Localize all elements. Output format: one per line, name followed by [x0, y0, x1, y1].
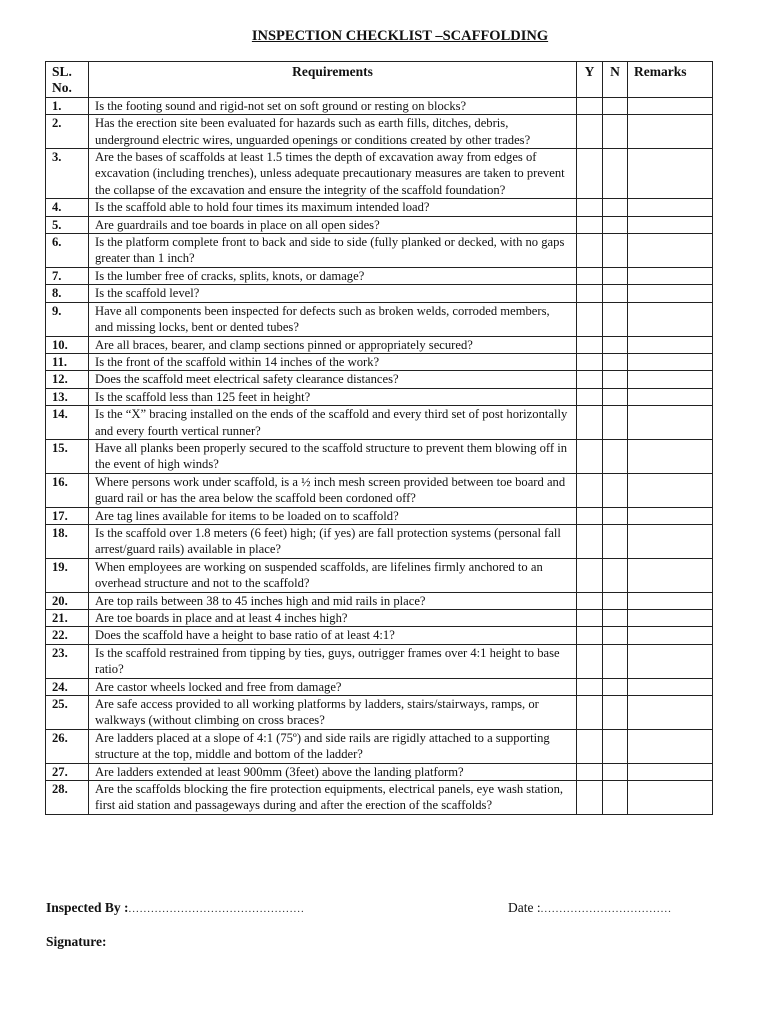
row-requirement: Are guardrails and toe boards in place on all open sides?	[89, 216, 577, 233]
row-y-cell[interactable]	[577, 627, 603, 644]
row-n-cell[interactable]	[603, 644, 628, 678]
table-row	[46, 644, 713, 678]
row-remarks-cell[interactable]	[628, 149, 713, 199]
table-row	[46, 610, 713, 627]
row-n-cell[interactable]	[603, 781, 628, 815]
row-remarks-cell[interactable]	[628, 371, 713, 388]
row-requirement: Is the scaffold less than 125 feet in height?	[89, 388, 577, 405]
row-y-cell[interactable]	[577, 507, 603, 524]
table-row	[46, 781, 713, 815]
row-y-cell[interactable]	[577, 371, 603, 388]
row-requirement: Have all planks been properly secured to the scaffold structure to prevent them blowing off in the event of high winds?	[89, 439, 577, 473]
row-requirement: Is the scaffold over 1.8 meters (6 feet) high; (if yes) are fall protection systems (personal fall arrest/guard rails) available in place?	[89, 524, 577, 558]
row-requirement: Is the front of the scaffold within 14 inches of the work?	[89, 353, 577, 370]
row-number: 18.	[46, 524, 89, 558]
row-n-cell[interactable]	[603, 97, 628, 114]
row-remarks-cell[interactable]	[628, 729, 713, 763]
page-title: INSPECTION CHECKLIST –SCAFFOLDING	[251, 28, 549, 44]
row-requirement: When employees are working on suspended scaffolds, are lifelines firmly anchored to an overhead structure and not to the scaffold?	[89, 558, 577, 592]
row-y-cell[interactable]	[577, 524, 603, 558]
signature-label: Signature:	[46, 934, 107, 949]
row-remarks-cell[interactable]	[628, 507, 713, 524]
row-n-cell[interactable]	[603, 388, 628, 405]
row-remarks-cell[interactable]	[628, 627, 713, 644]
table-row	[46, 763, 713, 780]
table-row	[46, 302, 713, 336]
row-y-cell[interactable]	[577, 353, 603, 370]
table-row	[46, 696, 713, 730]
table-header-row	[46, 62, 713, 98]
row-number: 12.	[46, 371, 89, 388]
row-number: 14.	[46, 406, 89, 440]
row-remarks-cell[interactable]	[628, 781, 713, 815]
row-requirement: Are safe access provided to all working platforms by ladders, stairs/stairways, ramps, or walkways (without climbing on cross braces?	[89, 696, 577, 730]
row-n-cell[interactable]	[603, 216, 628, 233]
row-remarks-cell[interactable]	[628, 610, 713, 627]
row-requirement: Does the scaffold meet electrical safety clearance distances?	[89, 371, 577, 388]
row-number: 2.	[46, 115, 89, 149]
row-remarks-cell[interactable]	[628, 97, 713, 114]
row-remarks-cell[interactable]	[628, 353, 713, 370]
row-remarks-cell[interactable]	[628, 592, 713, 609]
signature-line	[46, 934, 107, 950]
row-remarks-cell[interactable]	[628, 285, 713, 302]
table-row	[46, 216, 713, 233]
row-number: 26.	[46, 729, 89, 763]
table-row	[46, 439, 713, 473]
row-number: 11.	[46, 353, 89, 370]
table-row	[46, 473, 713, 507]
row-requirement: Is the “X” bracing installed on the ends of the scaffold and every third set of post horizontally and every fourth vertical runner?	[89, 406, 577, 440]
table-row	[46, 353, 713, 370]
row-remarks-cell[interactable]	[628, 216, 713, 233]
header-y: Y	[577, 62, 603, 98]
row-y-cell[interactable]	[577, 729, 603, 763]
date-label: Date :	[508, 900, 541, 915]
row-n-cell[interactable]	[603, 473, 628, 507]
table-row	[46, 406, 713, 440]
row-remarks-cell[interactable]	[628, 558, 713, 592]
header-requirements: Requirements	[89, 62, 577, 98]
row-number: 21.	[46, 610, 89, 627]
row-requirement: Is the scaffold level?	[89, 285, 577, 302]
row-requirement: Is the scaffold restrained from tipping by ties, guys, outrigger frames over 4:1 height to base ratio?	[89, 644, 577, 678]
row-n-cell[interactable]	[603, 371, 628, 388]
row-y-cell[interactable]	[577, 610, 603, 627]
row-requirement: Where persons work under scaffold, is a ½ inch mesh screen provided between toe board and guard rail or has the area below the scaffold been cordoned off?	[89, 473, 577, 507]
row-n-cell[interactable]	[603, 302, 628, 336]
row-n-cell[interactable]	[603, 115, 628, 149]
row-n-cell[interactable]	[603, 558, 628, 592]
row-requirement: Have all components been inspected for defects such as broken welds, corroded members, and missing locks, bent or dented tubes?	[89, 302, 577, 336]
table-row	[46, 199, 713, 216]
row-remarks-cell[interactable]	[628, 763, 713, 780]
row-number: 3.	[46, 149, 89, 199]
table-row	[46, 729, 713, 763]
header-n: N	[603, 62, 628, 98]
row-remarks-cell[interactable]	[628, 644, 713, 678]
row-remarks-cell[interactable]	[628, 267, 713, 284]
row-n-cell[interactable]	[603, 524, 628, 558]
row-y-cell[interactable]	[577, 234, 603, 268]
row-number: 19.	[46, 558, 89, 592]
row-number: 9.	[46, 302, 89, 336]
row-y-cell[interactable]	[577, 678, 603, 695]
table-row	[46, 388, 713, 405]
row-n-cell[interactable]	[603, 507, 628, 524]
row-y-cell[interactable]	[577, 336, 603, 353]
row-number: 6.	[46, 234, 89, 268]
row-remarks-cell[interactable]	[628, 302, 713, 336]
row-remarks-cell[interactable]	[628, 406, 713, 440]
checklist-table	[45, 61, 713, 815]
row-remarks-cell[interactable]	[628, 696, 713, 730]
row-remarks-cell[interactable]	[628, 336, 713, 353]
row-requirement: Are castor wheels locked and free from damage?	[89, 678, 577, 695]
row-requirement: Are the bases of scaffolds at least 1.5 times the depth of excavation away from edges of excavation (including trenches), unless adequate precautionary measures are taken to prevent the collapse of the excavation and ensure the integrity of the scaffold foundation?	[89, 149, 577, 199]
row-n-cell[interactable]	[603, 336, 628, 353]
row-number: 22.	[46, 627, 89, 644]
row-n-cell[interactable]	[603, 610, 628, 627]
row-y-cell[interactable]	[577, 644, 603, 678]
row-y-cell[interactable]	[577, 285, 603, 302]
row-n-cell[interactable]	[603, 678, 628, 695]
row-y-cell[interactable]	[577, 439, 603, 473]
row-number: 10.	[46, 336, 89, 353]
row-remarks-cell[interactable]	[628, 388, 713, 405]
row-requirement: Is the lumber free of cracks, splits, knots, or damage?	[89, 267, 577, 284]
checklist-body	[46, 97, 713, 814]
row-remarks-cell[interactable]	[628, 234, 713, 268]
row-requirement: Is the footing sound and rigid-not set on soft ground or resting on blocks?	[89, 97, 577, 114]
table-row	[46, 336, 713, 353]
table-row	[46, 285, 713, 302]
row-number: 5.	[46, 216, 89, 233]
row-y-cell[interactable]	[577, 97, 603, 114]
row-n-cell[interactable]	[603, 729, 628, 763]
row-y-cell[interactable]	[577, 763, 603, 780]
date-line	[508, 900, 672, 916]
row-number: 7.	[46, 267, 89, 284]
row-n-cell[interactable]	[603, 199, 628, 216]
row-y-cell[interactable]	[577, 149, 603, 199]
row-number: 17.	[46, 507, 89, 524]
row-requirement: Are ladders extended at least 900mm (3feet) above the landing platform?	[89, 763, 577, 780]
row-y-cell[interactable]	[577, 592, 603, 609]
inspected-by-label: Inspected By :	[46, 900, 129, 915]
row-number: 23.	[46, 644, 89, 678]
row-y-cell[interactable]	[577, 388, 603, 405]
row-requirement: Are top rails between 38 to 45 inches high and mid rails in place?	[89, 592, 577, 609]
table-row	[46, 115, 713, 149]
row-remarks-cell[interactable]	[628, 115, 713, 149]
table-row	[46, 234, 713, 268]
row-y-cell[interactable]	[577, 696, 603, 730]
table-row	[46, 558, 713, 592]
row-y-cell[interactable]	[577, 558, 603, 592]
row-requirement: Does the scaffold have a height to base ratio of at least 4:1?	[89, 627, 577, 644]
row-y-cell[interactable]	[577, 216, 603, 233]
row-number: 24.	[46, 678, 89, 695]
table-row	[46, 507, 713, 524]
table-row	[46, 267, 713, 284]
row-n-cell[interactable]	[603, 696, 628, 730]
table-row	[46, 149, 713, 199]
row-number: 1.	[46, 97, 89, 114]
row-y-cell[interactable]	[577, 267, 603, 284]
date-field[interactable]: ...................................	[540, 903, 672, 915]
row-n-cell[interactable]	[603, 267, 628, 284]
row-number: 15.	[46, 439, 89, 473]
row-n-cell[interactable]	[603, 353, 628, 370]
row-requirement: Are toe boards in place and at least 4 inches high?	[89, 610, 577, 627]
row-remarks-cell[interactable]	[628, 199, 713, 216]
row-y-cell[interactable]	[577, 199, 603, 216]
inspected-by-line	[46, 900, 305, 916]
row-remarks-cell[interactable]	[628, 524, 713, 558]
table-row	[46, 97, 713, 114]
row-requirement: Are ladders placed at a slope of 4:1 (75º) and side rails are rigidly attached to a supporting structure at the top, middle and bottom of the ladder?	[89, 729, 577, 763]
row-number: 4.	[46, 199, 89, 216]
row-y-cell[interactable]	[577, 473, 603, 507]
row-number: 13.	[46, 388, 89, 405]
row-requirement: Has the erection site been evaluated for hazards such as earth fills, ditches, debris, underground electric wires, unguarded openings or conditions created by other trades?	[89, 115, 577, 149]
row-number: 8.	[46, 285, 89, 302]
row-n-cell[interactable]	[603, 406, 628, 440]
row-n-cell[interactable]	[603, 439, 628, 473]
row-n-cell[interactable]	[603, 149, 628, 199]
row-n-cell[interactable]	[603, 285, 628, 302]
row-requirement: Is the scaffold able to hold four times its maximum intended load?	[89, 199, 577, 216]
table-row	[46, 371, 713, 388]
row-remarks-cell[interactable]	[628, 473, 713, 507]
row-number: 16.	[46, 473, 89, 507]
row-remarks-cell[interactable]	[628, 678, 713, 695]
row-requirement: Are the scaffolds blocking the fire protection equipments, electrical panels, eye wash station, first aid station and passageways during and after the erection of the scaffolds?	[89, 781, 577, 815]
row-n-cell[interactable]	[603, 592, 628, 609]
row-y-cell[interactable]	[577, 302, 603, 336]
row-number: 25.	[46, 696, 89, 730]
table-row	[46, 627, 713, 644]
row-n-cell[interactable]	[603, 234, 628, 268]
row-y-cell[interactable]	[577, 115, 603, 149]
row-n-cell[interactable]	[603, 763, 628, 780]
row-number: 20.	[46, 592, 89, 609]
inspected-by-field[interactable]: ...............................................	[128, 903, 305, 915]
header-sl-no: SL. No.	[46, 62, 89, 98]
row-number: 28.	[46, 781, 89, 815]
row-n-cell[interactable]	[603, 627, 628, 644]
table-row	[46, 524, 713, 558]
row-requirement: Are all braces, bearer, and clamp sections pinned or appropriately secured?	[89, 336, 577, 353]
row-requirement: Is the platform complete front to back and side to side (fully planked or decked, with no gaps greater than 1 inch?	[89, 234, 577, 268]
row-number: 27.	[46, 763, 89, 780]
row-remarks-cell[interactable]	[628, 439, 713, 473]
row-y-cell[interactable]	[577, 781, 603, 815]
row-y-cell[interactable]	[577, 406, 603, 440]
header-remarks: Remarks	[628, 62, 713, 98]
row-requirement: Are tag lines available for items to be loaded on to scaffold?	[89, 507, 577, 524]
table-row	[46, 678, 713, 695]
table-row	[46, 592, 713, 609]
